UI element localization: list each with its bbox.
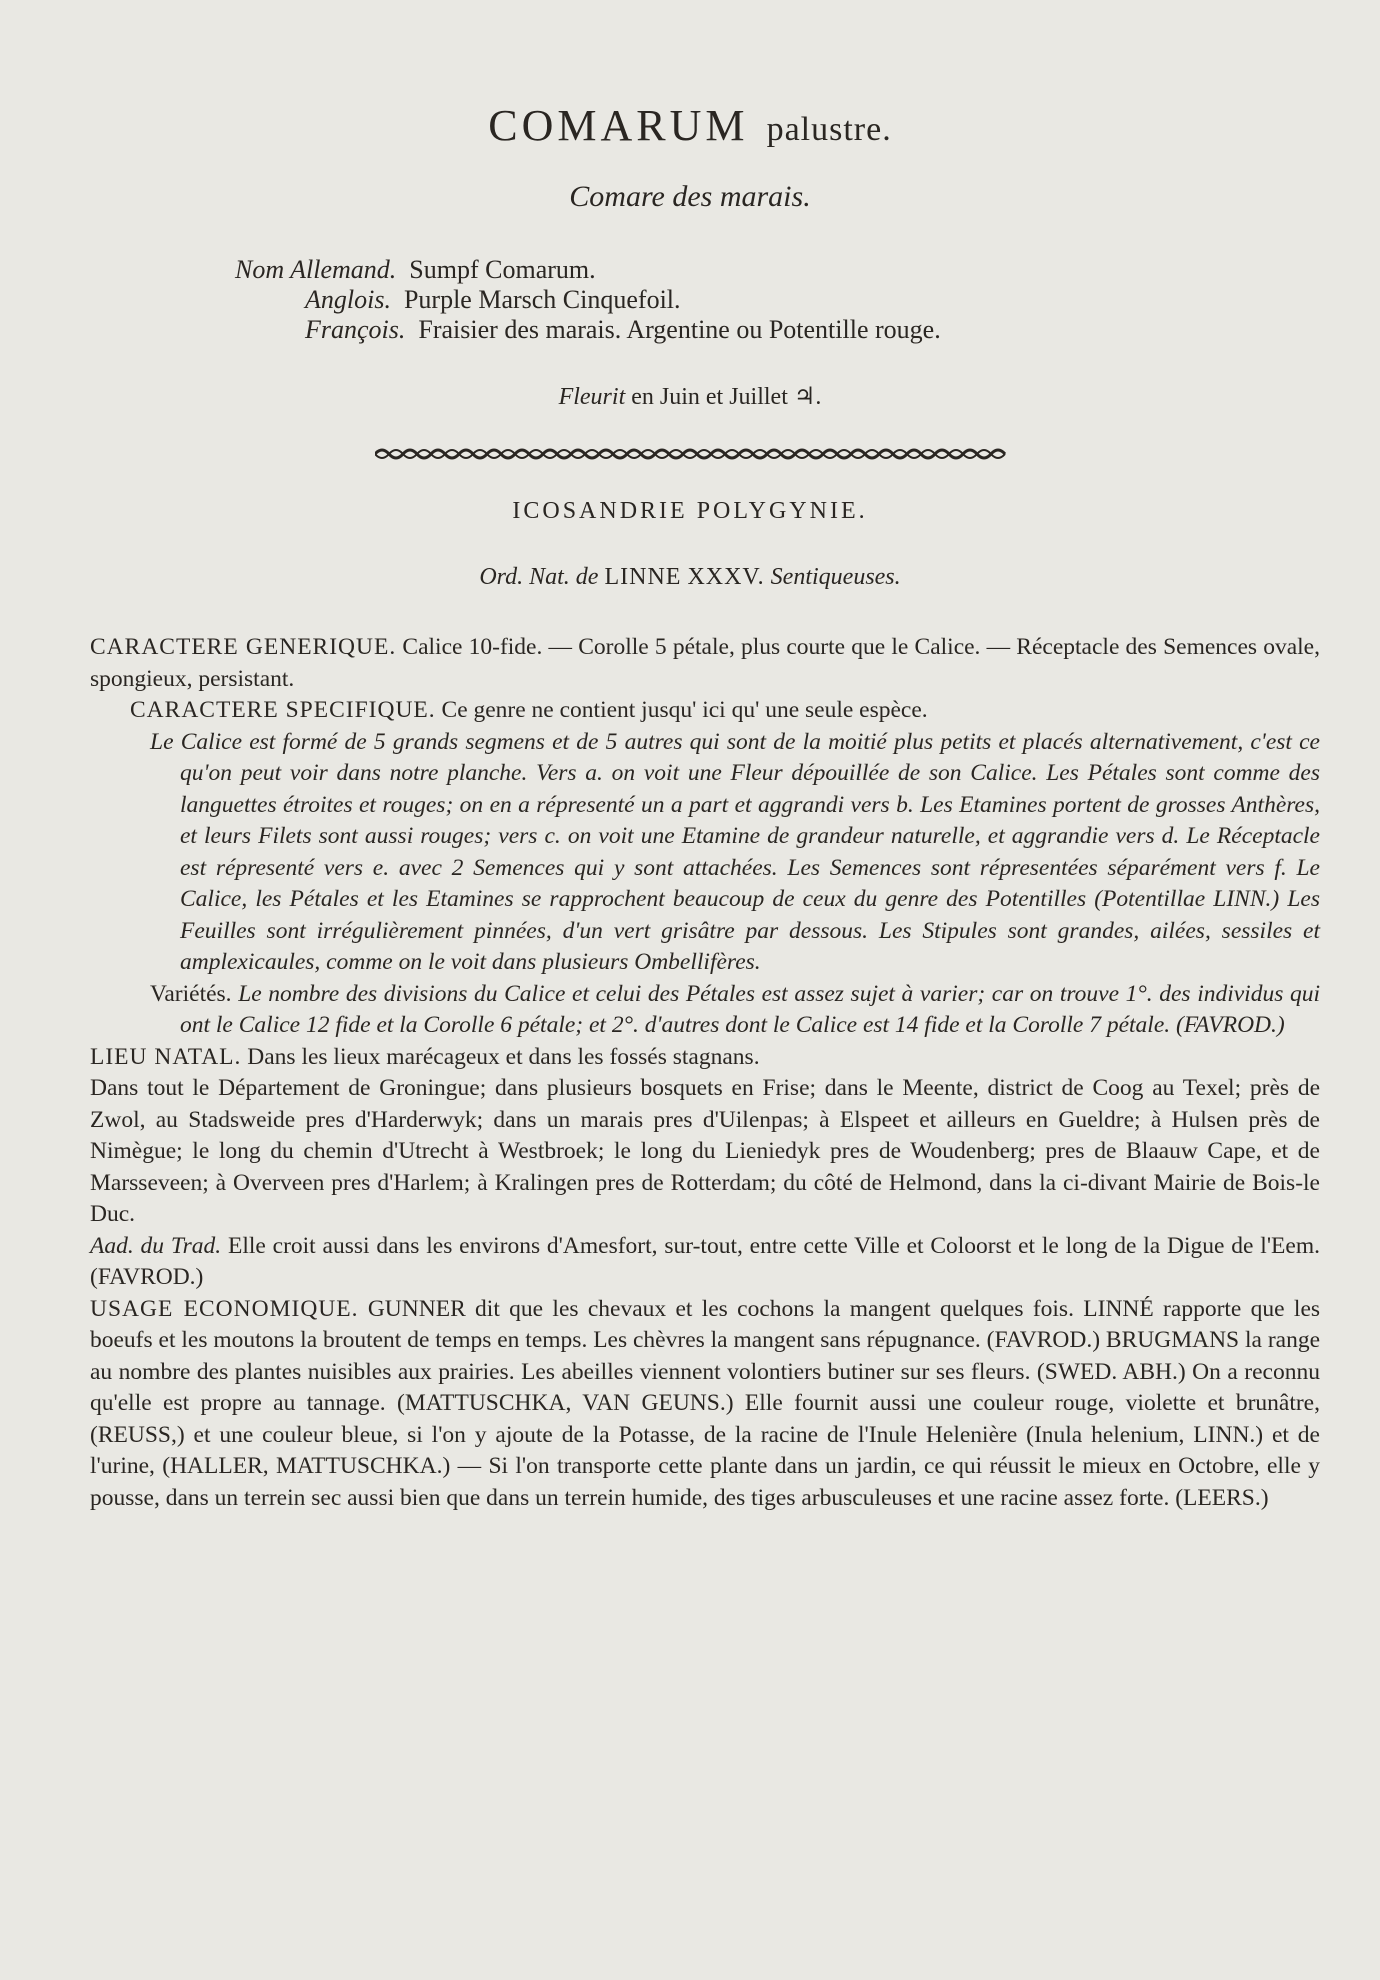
name-french xyxy=(235,315,941,345)
economic-use xyxy=(90,1294,1320,1515)
name-value: Fraisier des marais. Argentine ou Potentille rouge. xyxy=(418,315,941,344)
section-label: CARACTERE GENERIQUE. xyxy=(90,634,397,660)
section-text: GUNNER dit que les chevaux et les cochons la mangent quelques fois. LINNÉ rapporte que les boeufs et les moutons la broutent de temps en temps. Les chèvres la mangent sans répugnance. (FAVROD.) BRUGMANS la range au nombre des plantes nuisibles aux prairies. Les abeilles viennent volontiers butiner sur ses fleurs. (SWED. ABH.) On a reconnu qu'elle est propre au tannage. (MATTUSCHKA, VAN GEUNS.) Elle fournit aussi une couleur rouge, violette et brunâtre, (REUSS,) et une couleur bleue, si l'on y ajoute de la Potasse, de la racine de l'Inule Helenière (Inula helenium, LINN.) et de l'urine, (HALLER, MATTUSCHKA.) — Si l'on transporte cette plante dans un jardin, ce qui réussit le mieux en Octobre, elle y pousse, dans un terrein sec aussi bien que dans un terrein humide, des tiges arbusculeuses et une racine assez forte. (LEERS.) xyxy=(90,1295,1321,1511)
body-text xyxy=(90,632,1320,1514)
section-text: Calice 10-fide. — Corolle 5 pétale, plus courte que le Calice. — Réceptacle des Semences ovale, spongieux, persistant. xyxy=(90,634,1320,692)
order-number: XXXV. xyxy=(687,564,765,590)
perennial-symbol: ♃. xyxy=(793,384,822,410)
section-text: Dans les lieux marécageux et dans les fossés stagnans. xyxy=(247,1043,760,1070)
section-text: Elle croit aussi dans les environs d'Amesfort, sur-tout, entre cette Ville et Coloorst et le long de la Digue de l'Eem. (FAVROD.) xyxy=(90,1232,1320,1290)
name-value: Purple Marsch Cinquefoil. xyxy=(403,285,681,314)
name-label: François. xyxy=(305,315,406,344)
description-paragraph: Le Calice est formé de 5 grands segmens et de 5 autres qui sont de la moitié plus petits et placés alternativement, c'est ce qu'on peut voir dans notre planche. Vers a. on voit une Fleur dépouillée de son Calice. Les Pétales sont comme des languettes étroites et rouges; on en a répresenté un a part et aggrandi vers b. Les Etamines portent de grosses Anthères, et leurs Filets sont aussi rouges; vers c. on voit une Etamine de grandeur naturelle, et aggrandie vers d. Le Réceptacle est répresenté vers e. avec 2 Semences qui y sont attachées. Les Semences sont répresentées séparément vers f. Le Calice, les Pétales et les Etamines se rapprochent beaucoup de ceux du genre des Potentilles (Potentillae LINN.) Les Feuilles sont irrégulièrement pinnées, d'un vert grisâtre par dessous. Les Stipules sont grandes, ailées, sessiles et amplexicaules, comme on le voit dans plusieurs Ombellifères. xyxy=(150,728,1320,975)
section-label: LIEU NATAL. xyxy=(90,1043,242,1070)
section-text: Ce genre ne contient jusqu' ici qu' une seule espèce. xyxy=(441,697,928,723)
order-name: Sentiqueuses. xyxy=(770,564,901,590)
flowering-period xyxy=(0,382,1380,411)
name-label: Anglois. xyxy=(305,285,391,314)
section-label: Aad. du Trad. xyxy=(90,1232,222,1259)
section-label: USAGE ECONOMIQUE. xyxy=(90,1295,359,1322)
flowering-label: Fleurit xyxy=(558,384,626,410)
natural-order xyxy=(0,564,1380,591)
locations-paragraph: Dans tout le Département de Groningue; dans plusieurs bosquets en Frise; dans le Meente, district de Coog au Texel; près de Zwol, au Stadsweide pres d'Harderwyk; dans un marais pres d'Uilenpas; à Elspeet et ailleurs en Gueldre; à Hulsen près de Nimègue; le long du chemin d'Utrecht à Westbroek; le long du Lieniedyk pres de Woudenberg; pres de Blaauw Cape, et de Marsseveen; à Overveen pres d'Harlem; à Kralingen pres de Rotterdam; du côté de Helmond, dans la ci-divant Mairie de Bois-le Duc. xyxy=(90,1075,1320,1227)
section-label: Variétés. xyxy=(150,980,232,1007)
linnaean-class: ICOSANDRIE POLYGYNIE. xyxy=(512,498,868,524)
french-name: Comare des marais. xyxy=(569,180,811,213)
name-german xyxy=(235,255,941,285)
order-author: LINNE xyxy=(604,564,682,590)
name-label: Nom Allemand. xyxy=(235,255,397,284)
name-english xyxy=(235,285,941,315)
ornamental-divider xyxy=(375,446,1010,462)
page-title xyxy=(0,100,1380,151)
section-text: Le nombre des divisions du Calice et celui des Pétales est assez sujet à varier; car on trouve 1°. des individus qui ont le Calice 12 fide et la Corolle 6 pétale; et 2°. d'autres dont le Calice est 14 fide et la Corolle 7 pétale. (FAVROD.) xyxy=(180,980,1321,1038)
flowering-text: en Juin et Juillet xyxy=(631,384,788,410)
name-value: Sumpf Comarum. xyxy=(409,255,596,284)
order-prefix: Ord. Nat. de xyxy=(479,564,599,590)
genus-name: COMARUM xyxy=(488,101,749,150)
section-label: CARACTERE SPECIFIQUE. xyxy=(130,697,436,723)
translator-addendum xyxy=(90,1231,1320,1294)
varieties xyxy=(90,979,1320,1042)
species-name: palustre. xyxy=(766,111,892,148)
generic-character xyxy=(90,632,1320,695)
common-names xyxy=(235,255,941,345)
native-place xyxy=(90,1042,1320,1074)
specific-character xyxy=(90,695,1320,727)
